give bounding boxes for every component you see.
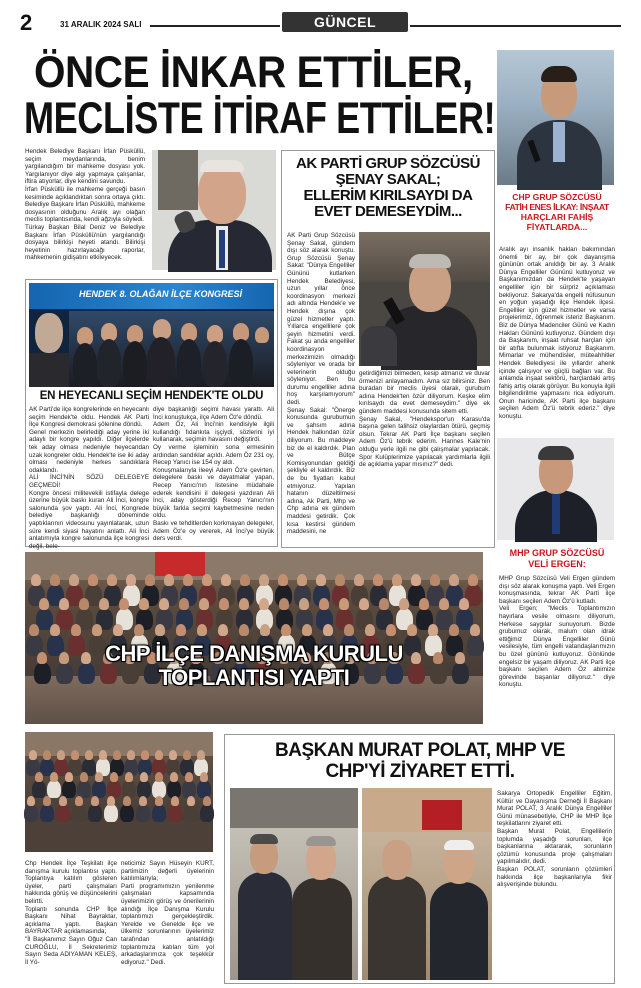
article7-body: Sakarya Ortopedik Engelliler Eğitim, Kültür ve Dayanışma Derneği İl Başkanı Murat POLAT, 3 Aralık Dünya Engelliler Günü münasebetiyle, CHP ile MHP İlçe teşkilatlarını ziyaret etti. Başkan Murat Polat, Engellilerin toplumda yaşadığı sorunları, ilçe başkanlarına aktararak, sorunların çözümü konusunda proje çalışmaları yapılmalıdır, dedi. Başkan POLAT, sorunların çözümleri hakkında ilçe başkanlarıyla fikir alışverişinde bulundu.	[497, 790, 612, 889]
article2-col2: getirdiğimizi bilmeden, kesip atmanız ve duvar örmenizi anlayamadım. Ama siz bilirsiniz. Ben buradan bir meclis üyesi olarak, gurubum adına Hendek'ten özür diliyorum. Keşke elim kırılsaydı da evet demeseydim." diye ek gündem maddesi konusunda sitem etti. Şenay Sakal, "Hendekspor'un Karasu'da başına gelen talihsiz olaylardan ötürü, geçmiş olsun. Tekrar AK Parti İlçe başkanı seçilen Adem Öz'ü tebrik ederim. Hannes Kale'nin olduğu yerle ilgili ne gibi çalışmalar yapılacak. Spor Kulüplerimize yapılacak yardımlarla ilgili de açıklama yapar mısınız?" dedi.	[359, 370, 490, 469]
main-headline-line2: MECLİSTE İTİRAF ETTİLER!	[24, 92, 496, 143]
article3-col2: diye başkanlığı seçimi havası yarattı. Ali İnci konuştukça, ilçe Adem Öz'e döndü. Adem Öz, Ali İnci'nin kendisiyle ilgili kullandığı fıdankıta işçiydi, sözlerini iyi kullanarak, seçimin havasını değiştirdi. Oy verme işleminin sona ermesinin ardından sandıklar açıldı. Adem Öz 231 oy, Recep Yanıcı ise 154 oy aldı. Konuşmalarıyla ileeyi Adem Öz'e çevirten, delegelere baskı ve dayatmalar yapan, Recep Yanıcı'nın listesine müdahale ederek kendisini il delegesi yazdıran Ali İnci, aday gösterdiği Recep Yanıcı'nın büyük farkla seçimi kaybetmesine neden oldu. Baskı ve tehditlerden korkmayan delegeler, Adem Öz'e oy vererek, Ali İnci'ye büyük ders verdi.	[153, 406, 274, 543]
header-date: 31 ARALIK 2024 SALI	[60, 20, 142, 29]
article6-col2: neticimiz Sayın Hüseyin KURT, partimizin değerli üyelerinin katılımlarıyla; Parti programımızın yenilenme çalışmaları kapsamında üyelerimizin görüş ve önerilerinin alındığı İlçe Danışma Kurulu toplantımızı gerçekleştirdik. Yerelde ve Genelde ilçe ve ülkemiz sorunlarının üyelerimiz tarafından anlatıldığı toplantımıza katılan tüm yol arkadaşlarımıza çok teşekkür ediyoruz." Dedi.	[121, 860, 214, 966]
fatih-enes-ilkay-photo	[497, 50, 614, 185]
article4-title-line1: CHP GRUP SÖZCÜSÜ	[512, 192, 602, 202]
article6-title-line2: TOPLANTISI YAPTI	[158, 665, 350, 690]
article7-title-line2: CHP'Yİ ZİYARET ETTİ.	[325, 761, 515, 782]
article5-title	[499, 548, 615, 570]
article2-title-line2: ŞENAY SAKAL;	[335, 171, 441, 188]
article6-title	[25, 642, 483, 690]
article4-title	[499, 192, 615, 242]
article5-title-line1: MHP GRUP SÖZCÜSÜ	[509, 548, 605, 558]
article4-title-line3: HARÇLARI FAHİŞ	[520, 212, 594, 222]
section-label: GÜNCEL	[313, 14, 377, 30]
chp-meeting-photo	[25, 552, 483, 724]
irfan-puskullu-photo	[152, 150, 276, 270]
article2-title	[284, 156, 492, 220]
page-header	[20, 12, 621, 34]
article7-title-line1: BAŞKAN MURAT POLAT, MHP VE	[275, 740, 565, 761]
polat-visit-photo-1	[230, 788, 358, 980]
article4-title-line2: FATİH ENES İLKAY: İNŞAAT	[505, 202, 609, 212]
polat-visit-photo-2	[362, 788, 492, 980]
article2-title-line3: ELLERİM KIRILSAYDI DA	[303, 187, 473, 204]
article6-col1: Chp Hendek İlçe Teşkilatı ilçe danışma kurulu toplantısı yaptı. Toplantıya katılım gösteren üyeler, parti çalışmaları hakkında görüş ve düşüncelerini belirtti. Toplantı sonunda CHP İlçe Başkanı Nihat Bayraktar, açıklama yaptı. Başkan BAYRAKTAR açıklamasında; "İl Başkanımız Sayın Oğuz Can CUROĞLU, İl Sekreterimiz Sayın Seda ADIYAMAN KELEŞ, İl Yö-	[25, 860, 117, 966]
article4-body: Aralık ayı insanlık hakları bakımından önemli bir ay, bir çok dayanışma gününün ortak anıldığı bir ay. 3 Aralık Dünya Engelliler Gününü kutluyoruz ve Başkanımızdan da Hendek'te yaşayan engelliler için bir sürpriz açıklaması bekliyoruz. Sakarya'da engelli nüfusunun en yoğun yaşadığı ilçe Hendek ilçesi. Engelliler için güzel hizmetler ve varsa projelerimiz, öğrenmek isteriz Başkanım. Biz de Dünya Madenciler Günü ve Kadın Hakları Gününü kutluyoruz. Gündem dışı da Başkanım, inşaat ruhsat harçları için bir atıfta bulunmak istiyoruz Başkanım. Mimarlar ve mühendisler, müteahhitler Hendek Belediyesi ile yıllardır ahenk içinde çalışıyor ve güçlü bağları var. Bu anlamda inşaat sektörü, harçlardaki artış fahiş artış olarak görüyor. Bu konuyla ilgili bilgilendirilme yapmasını rica ediyorum. Onun haricinde, AK Parti ilçe başkanı seçilen Adem Öz'ü tebrik ederiz." diye konuştu.	[499, 246, 615, 421]
article4-title-line4: FİYATLARDA...	[526, 222, 588, 232]
article5-body: MHP Grup Sözcüsü Veli Ergen gündem dışı söz alarak konuşma yaptı. Veli Ergen konuşmasında, tekrar AK Parti ilçe başkanı seçilen Adem Öz'ü kutladı. Veli Ergen; "Meclis Toplantımızın hayırlara vesile olmasını diliyorum, Herkese saygılar sunuyorum. Bizde grubumuz olarak, malum olan idrak ettiğimiz Dünya Engelliler Günü vesilesiyle, tüm engelli vatandaşlarımızın bu özel gününü kutluyoruz. Gönlünde engelsiz bir yaşam diliyoruz. AK Parti ilçe başkanı seçilen Adem Öz abimize görevinde başarılar diliyoruz." diye konuştu.	[499, 575, 615, 689]
article1-body: Hendek Belediye Başkanı İrfan Püsküllü, seçim meydanlarında, benim yargılandığım bir mahkeme dosyası yok. Yargılanıyor diye algı yapmaya çalışanlar, iftira atıyorlar, diye kendini savundu. İrfan Püsküllü ile mahkeme gerçeği basın kesiminde açıklandıktan sonra ortaya çıktı. Belediye Başkanı İrfan Püsküllü, mahkeme dosyasının olduğunu Aralık ayı olağan meclis toplantısında, kendi ağzıyla söyledi. Türkay Başkan Bilal Deniz ve Belediye Başkanı İrfan Püsküllü'nün yargılandığı dosyaya bilirkişi heyeti atandı. Bilirkişi heyetinin hazırlayacağı raporlar, mahkemenin gidişatını etkileyecek.	[25, 148, 145, 262]
header-rule	[150, 25, 280, 27]
article3-col1: AK Parti'de ilçe kongrelerinde en heyecanlı seçim Hendek'te oldu. Hendek AK Parti İlçe Kongresi demokrasi şölenine döndü. Genel merkezin belirlediği aday yerine iki adaylı bir kongre yapıldı. Diğer ilçelerde tek aday olması nedeniyle heyecandan uzak kongreler oldu. Hendek'te ise iki aday olması nedeniyle herkes sandıklara odaklandı. ALİ İNCİ'NİN SÖZÜ DELEGEYE GEÇMEDİ! Kongre öncesi militevekili istifayla delege üzerine büyük baskı kuran Ali İnci, kongre salonunda şov yaptı. Ali İnci, Kongrede belediye başkanlığı döneminde yaptıklarının videosunu yayınlatarak, uzun süre kendi siyasi hayatını anlattı. Ali İnci anlatımıyla kongre salonunda ilçe kongresi değil, bele-	[29, 406, 149, 550]
article3-title: EN HEYECANLI SEÇİM HENDEK'TE OLDU	[39, 390, 264, 402]
article2-title-line1: AK PARTİ GRUP SÖZCÜSÜ	[296, 155, 480, 172]
kongre-photo	[29, 283, 274, 387]
article2-title-line4: EVET DEMESEYDİM...	[314, 203, 462, 220]
main-headline-line1: ÖNCE İNKAR ETTİLER,	[34, 46, 473, 97]
article7-title	[228, 740, 612, 782]
veli-ergen-photo	[497, 438, 614, 540]
article5-title-line2: VELİ ERGEN:	[528, 559, 586, 569]
article2-col1: AK Parti Grup Sözcüsü Şenay Sakal, gündem dışı söz alarak konuştu. Grup Sözcüsü Şenay Sakal: "Dünya Engelliler Gününü kutlarken Hendek Belediyesi, uzun yıllar önce koordinasyon merkezi adı altında Hendek'e ve Hendek dışına çok güzel hizmetler yaptı. Yıllarca engellilere çok şeyin hizmetini verdi. Fakat şu anda engelliler koordinasyon merkezimizin olmadığı söyleniyor ve orada bir veterinerin olduğu söyleniyor. Ben bu durumu engelliler adına hoş karşılamıyorum" dedi. Şenay Sakal: "Önerge konusunda gurubumun ve şahsım adına Hendek halkından özür diliyorum. Bu maddeye biz de el kaldırdık. Plan ve Bütçe Komisyonundan geldiği şekliyle el kaldırdık. Biz de bu fiyatları kabul etmiyoruz. Yapılan hatanın düzeltilmesi adına, Ak Parti, Mhp ve Chp adına ek gündem maddesi getirdik. Çok kısa kestirsi gündem maddesini, ne	[287, 232, 355, 536]
senay-sakal-photo	[359, 232, 490, 366]
page-number: 2	[20, 10, 33, 35]
chp-meeting-photo-small	[25, 732, 213, 852]
kongre-banner-text: HENDEK 8. OLAĞAN İLÇE KONGRESİ	[79, 289, 243, 299]
article6-title-line1: CHP İLÇE DANIŞMA KURULU	[105, 641, 403, 666]
header-rule-right	[410, 25, 621, 27]
main-headline	[24, 46, 496, 148]
